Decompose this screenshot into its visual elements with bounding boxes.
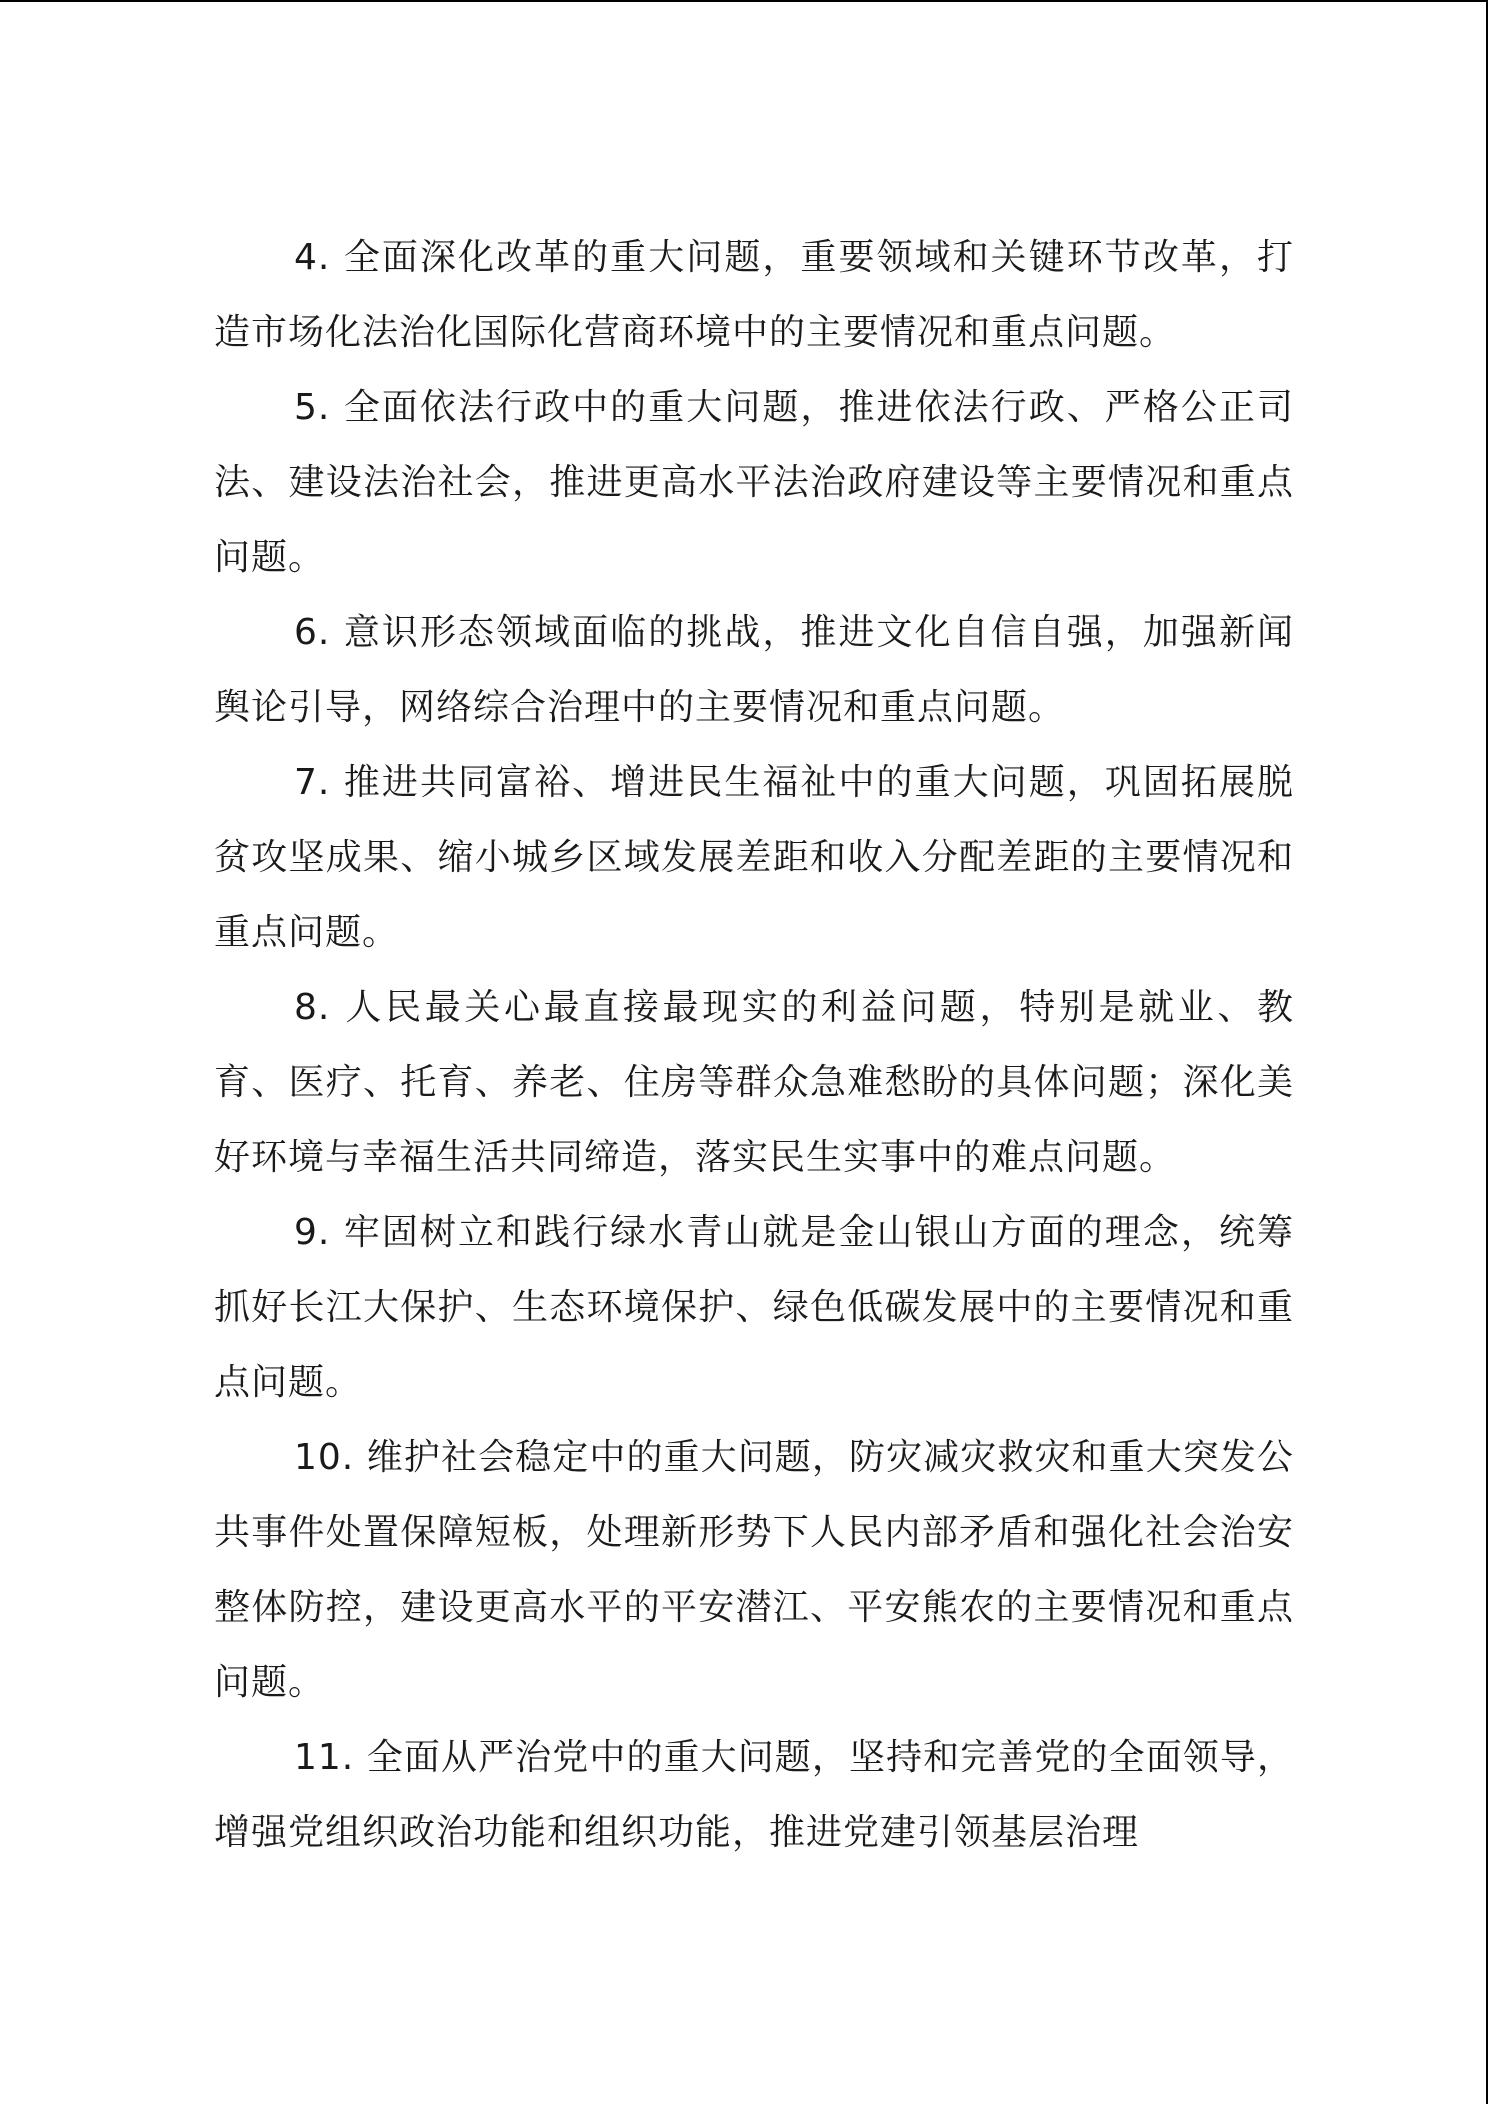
paragraph-text: 全面深化改革的重大问题，重要领域和关键环节改革，打造市场化法治化国际化营商环境中的主要情况和重点问题。: [214, 237, 1294, 353]
paragraph-number: 5.: [294, 387, 331, 428]
paragraph-10: [214, 1420, 1294, 1720]
paragraph-11: [214, 1720, 1294, 1870]
paragraph-number: 6.: [294, 612, 331, 653]
paragraph-9: [214, 1195, 1294, 1420]
paragraph-number: 8.: [294, 987, 331, 1028]
paragraph-6: [214, 595, 1294, 745]
paragraph-4: [214, 220, 1294, 370]
paragraph-text: 意识形态领域面临的挑战，推进文化自信自强，加强新闻舆论引导，网络综合治理中的主要情况和重点问题。: [214, 612, 1294, 728]
paragraph-text: 推进共同富裕、增进民生福祉中的重大问题，巩固拓展脱贫攻坚成果、缩小城乡区域发展差距和收入分配差距的主要情况和重点问题。: [214, 762, 1294, 953]
paragraph-number: 10.: [294, 1437, 355, 1478]
document-body: [214, 220, 1294, 1870]
paragraph-number: 9.: [294, 1212, 331, 1253]
paragraph-text: 全面从严治党中的重大问题，坚持和完善党的全面领导，增强党组织政治功能和组织功能，推进党建引领基层治理: [214, 1737, 1294, 1853]
paragraph-text: 全面依法行政中的重大问题，推进依法行政、严格公正司法、建设法治社会，推进更高水平法治政府建设等主要情况和重点问题。: [214, 387, 1294, 578]
paragraph-number: 4.: [294, 237, 331, 278]
paragraph-5: [214, 370, 1294, 595]
paragraph-text: 人民最关心最直接最现实的利益问题，特别是就业、教育、医疗、托育、养老、住房等群众急难愁盼的具体问题；深化美好环境与幸福生活共同缔造，落实民生实事中的难点问题。: [214, 987, 1294, 1178]
paragraph-8: [214, 970, 1294, 1195]
paragraph-number: 7.: [294, 762, 331, 803]
paragraph-7: [214, 745, 1294, 970]
paragraph-number: 11.: [294, 1737, 355, 1778]
paragraph-text: 维护社会稳定中的重大问题，防灾减灾救灾和重大突发公共事件处置保障短板，处理新形势下人民内部矛盾和强化社会治安整体防控，建设更高水平的平安潜江、平安熊农的主要情况和重点问题。: [214, 1437, 1294, 1703]
paragraph-text: 牢固树立和践行绿水青山就是金山银山方面的理念，统筹抓好长江大保护、生态环境保护、绿色低碳发展中的主要情况和重点问题。: [214, 1212, 1294, 1403]
